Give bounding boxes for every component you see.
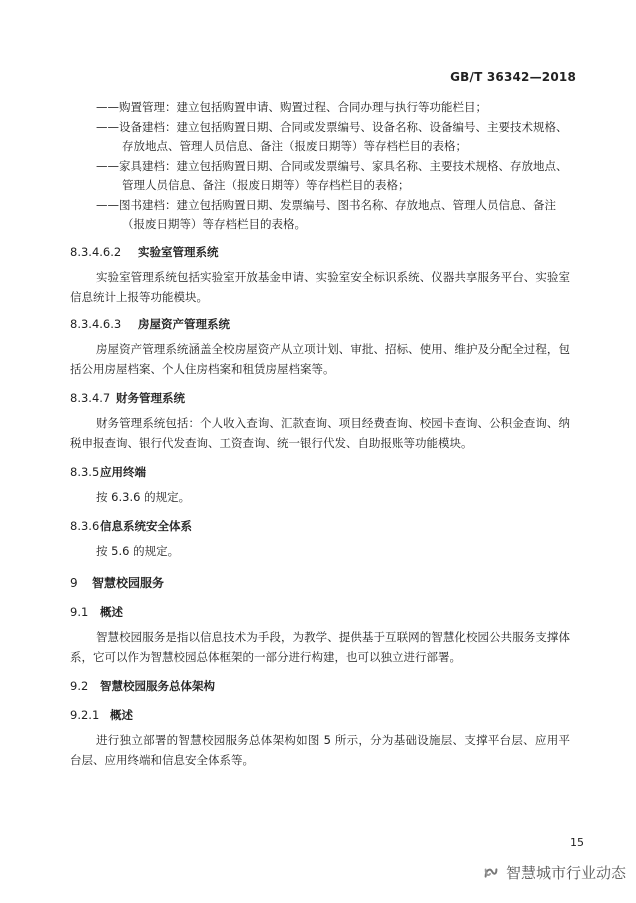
heading-8-3-4-6-3 xyxy=(70,315,570,334)
section-title: 概述 xyxy=(110,707,133,722)
section-title: 房屋资产管理系统 xyxy=(138,316,230,331)
paragraph-housing-system: 房屋资产管理系统涵盖全校房屋资产从立项计划、审批、招标、使用、维护及分配全过程，包括公用房屋档案、个人住房档案和租赁房屋档案等。 xyxy=(70,341,570,376)
section-title: 实验室管理系统 xyxy=(138,244,219,259)
list-item-purchase: ——购置管理：建立包括购置申请、购置过程、合同办理与执行等功能栏目； xyxy=(96,100,487,114)
heading-9-1 xyxy=(70,603,570,622)
paragraph-architecture: 进行独立部署的智慧校园服务总体架构如图 5 所示，分为基础设施层、支撑平台层、应用平台层、应用终端和信息安全体系等。 xyxy=(70,732,570,767)
heading-9 xyxy=(70,573,570,593)
section-title: 智慧校园服务总体架构 xyxy=(100,678,215,693)
paragraph-lab-system: 实验室管理系统包括实验室开放基金申请、实验室安全标识系统、仪器共享服务平台、实验室信息统计上报等功能模块。 xyxy=(70,269,570,304)
section-number: 8.3.4.7 xyxy=(70,390,111,405)
section-number: 9.2 xyxy=(70,678,89,693)
page-number: 15 xyxy=(570,836,584,849)
heading-8-3-4-7 xyxy=(70,389,570,408)
paragraph-overview: 智慧校园服务是指以信息技术为手段，为教学、提供基于互联网的智慧化校园公共服务支撑体系，它可以作为智慧校园总体框架的一部分进行构建，也可以独立进行部署。 xyxy=(70,629,570,664)
section-number: 8.3.4.6.3 xyxy=(70,316,122,331)
page-content xyxy=(70,98,570,770)
heading-8-3-6 xyxy=(70,517,570,536)
heading-9-2 xyxy=(70,677,570,696)
heading-8-3-4-6-2 xyxy=(70,243,570,262)
section-title: 应用终端 xyxy=(100,464,146,479)
section-title: 智慧校园服务 xyxy=(92,575,165,590)
section-number: 9.1 xyxy=(70,604,89,619)
list-item-furniture: ——家具建档：建立包括购置日期、合同或发票编号、家具名称、主要技术规格、存放地点、管理人员信息、备注（报废日期等）等存档栏目的表格； xyxy=(96,158,568,192)
section-number: 8.3.5 xyxy=(70,464,100,479)
paragraph-terminal: 按 6.3.6 的规定。 xyxy=(96,489,191,504)
watermark xyxy=(482,862,626,883)
section-title: 信息系统安全体系 xyxy=(100,518,192,533)
watermark-text: 智慧城市行业动态 xyxy=(505,864,626,882)
wechat-channel-icon xyxy=(482,864,500,882)
list-item-books: ——图书建档：建立包括购置日期、发票编号、图书名称、存放地点、管理人员信息、备注（报废日期等）等存档栏目的表格。 xyxy=(96,197,556,231)
section-number: 9.2.1 xyxy=(70,707,100,722)
standard-number: GB/T 36342—2018 xyxy=(450,70,576,84)
section-title: 概述 xyxy=(100,604,123,619)
paragraph-finance-system: 财务管理系统包括：个人收入查询、汇款查询、项目经费查询、校园卡查询、公积金查询、纳税申报查询、银行代发查询、工资查询、统一银行代发、自助报账等功能模块。 xyxy=(70,415,570,450)
heading-8-3-5 xyxy=(70,463,570,482)
paragraph-security: 按 5.6 的规定。 xyxy=(96,543,180,558)
section-number: 9 xyxy=(70,575,78,590)
list-item-equipment: ——设备建档：建立包括购置日期、合同或发票编号、设备名称、设备编号、主要技术规格、存放地点、管理人员信息、备注（报废日期等）等存档栏目的表格； xyxy=(96,119,568,153)
section-number: 8.3.4.6.2 xyxy=(70,244,122,259)
heading-9-2-1 xyxy=(70,706,570,725)
section-number: 8.3.6 xyxy=(70,518,100,533)
section-title: 财务管理系统 xyxy=(116,390,185,405)
